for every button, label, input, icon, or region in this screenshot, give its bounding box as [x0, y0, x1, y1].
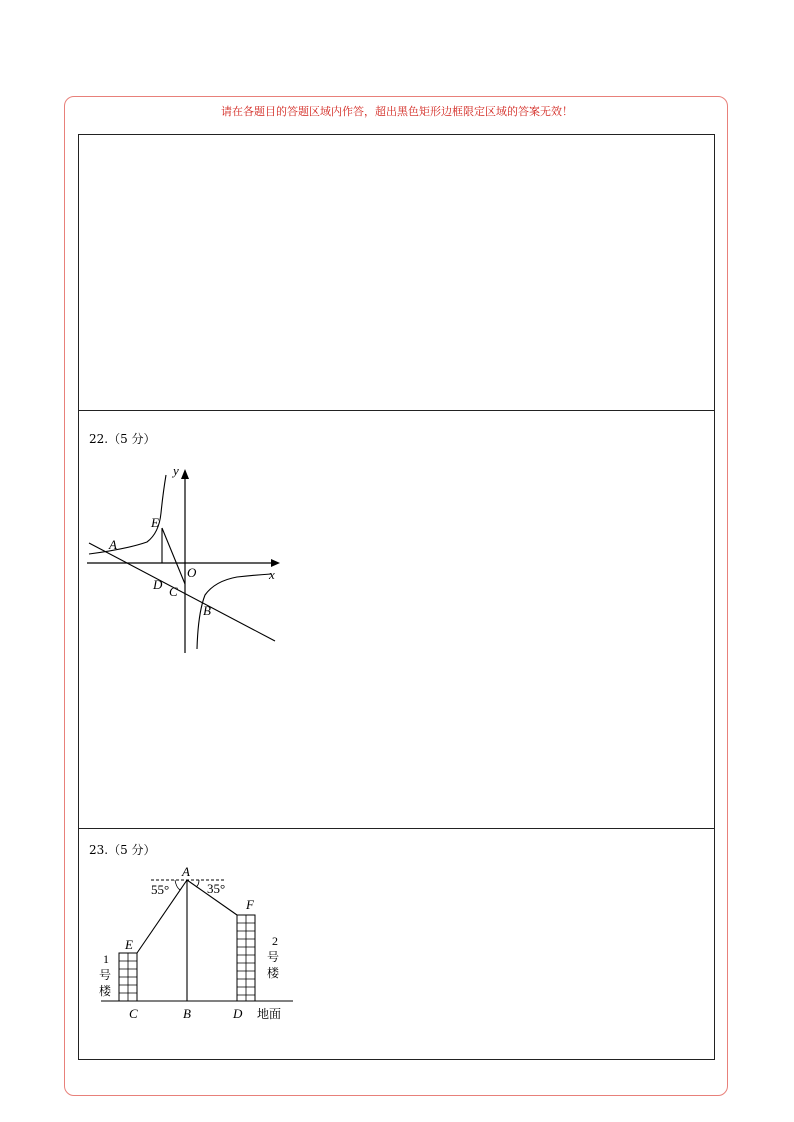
building-1-hao: 号	[99, 968, 112, 982]
building-2-lou: 楼	[267, 966, 280, 980]
building-2-num: 2	[272, 934, 278, 948]
answer-box-23[interactable]	[78, 828, 715, 1060]
angle-35: 35°	[207, 881, 226, 896]
label-c: C	[129, 1006, 138, 1021]
label-f: F	[246, 897, 254, 912]
answer-box-21[interactable]	[78, 134, 715, 411]
building-1-lou: 楼	[99, 984, 112, 998]
label-b: B	[183, 1006, 191, 1021]
angle-55: 55°	[151, 882, 170, 897]
label-x: x	[269, 567, 275, 582]
segment-ec	[162, 528, 185, 584]
question-23-figure	[99, 863, 299, 1033]
x-axis-arrow	[271, 559, 280, 567]
label-e: E	[151, 515, 159, 530]
label-a: A	[182, 864, 190, 879]
label-d: D	[153, 577, 163, 592]
label-y: y	[173, 463, 179, 478]
line-ab	[89, 543, 275, 641]
label-d: D	[233, 1006, 243, 1021]
building-1-num: 1	[103, 952, 109, 966]
y-axis-arrow	[181, 469, 189, 479]
building-2-hao: 号	[267, 950, 280, 964]
label-b: B	[203, 603, 211, 618]
question-22-label: 22.（5 分）	[89, 432, 156, 446]
label-c: C	[169, 584, 178, 599]
label-a: A	[109, 537, 117, 552]
answer-area-warning: 请在各题目的答题区域内作答，超出黑色矩形边框限定区域的答案无效！	[221, 105, 573, 118]
ground-label: 地面	[257, 1007, 282, 1021]
question-22-figure	[87, 463, 287, 663]
answer-box-22[interactable]	[78, 410, 715, 829]
question-23-label: 23.（5 分）	[89, 843, 156, 857]
label-e: E	[125, 937, 133, 952]
label-origin: O	[187, 565, 197, 580]
